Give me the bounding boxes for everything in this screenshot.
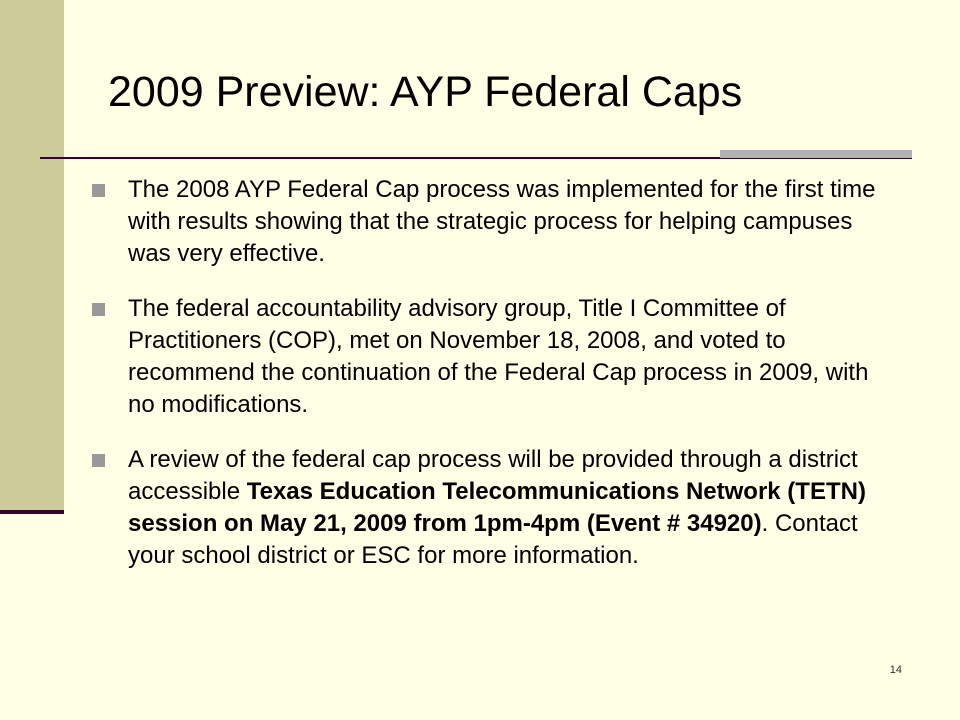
bullet-text-bold: Texas Education Telecommunications Network (TETN) session on May 21, 2009 from 1pm-4pm (Event # 34920) bbox=[128, 478, 866, 537]
bullet-item bbox=[92, 293, 892, 421]
bullet-text-before: A review of the federal cap process will be provided through a district accessible bbox=[128, 446, 858, 505]
bullet-text-after: . Contact your school district or ESC for more information. bbox=[128, 510, 858, 569]
bullet-item bbox=[92, 444, 892, 572]
slide-title: 2009 Preview: AYP Federal Caps bbox=[108, 68, 743, 116]
square-bullet-icon bbox=[92, 454, 105, 467]
left-bar-rule bbox=[0, 510, 64, 514]
page-number: 14 bbox=[889, 664, 902, 676]
square-bullet-icon bbox=[92, 303, 105, 316]
square-bullet-icon bbox=[92, 184, 105, 197]
bullet-text: The 2008 AYP Federal Cap process was implemented for the first time with results showing that the strategic process for helping campuses was very effective. bbox=[128, 176, 876, 267]
title-divider-accent bbox=[720, 150, 912, 158]
bullet-list bbox=[92, 174, 892, 595]
bullet-text: The federal accountability advisory group, Title I Committee of Practitioners (COP), met on November 18, 2008, and voted to recommend the continuation of the Federal Cap process in 2009, with no modifications. bbox=[128, 295, 869, 418]
bullet-item bbox=[92, 174, 892, 270]
left-decorative-bar bbox=[0, 0, 64, 512]
